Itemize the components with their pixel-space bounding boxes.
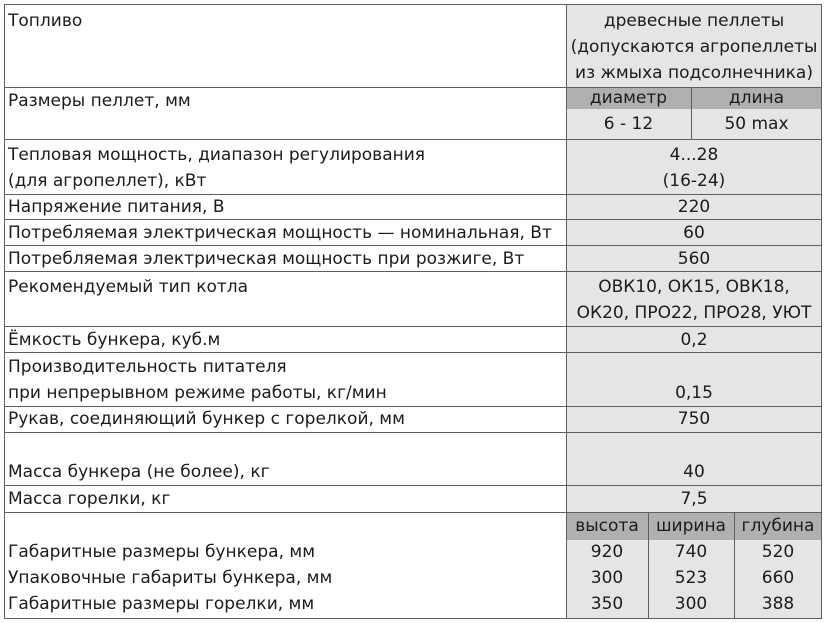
dimensions-cell: 388 — [761, 594, 795, 614]
row-value-burner-mass: 7,5 — [680, 489, 708, 509]
row-label-feeder-performance: Производительность питателя — [8, 357, 287, 377]
dimensions-cell: 350 — [590, 594, 624, 614]
row-label-burner-mass: Масса горелки, кг — [8, 489, 171, 509]
row-value-power-ignition: 560 — [677, 249, 711, 269]
dimensions-header-depth: глубина — [741, 516, 815, 536]
row-value-hose: 750 — [677, 409, 711, 429]
row-label-hopper-mass: Масса бункера (не более), кг — [8, 462, 270, 482]
table-border — [4, 4, 822, 5]
dimensions-row-label: Габаритные размеры горелки, мм — [8, 594, 315, 614]
row-value-hopper-capacity: 0,2 — [680, 330, 708, 350]
row-label-power-nominal: Потребляемая электрическая мощность — номинальная, Вт — [8, 223, 552, 243]
row-divider — [4, 432, 822, 433]
pellet-size-header: длина — [728, 88, 785, 108]
row-value-fuel: древесные пеллеты — [603, 11, 785, 31]
row-label-power-ignition: Потребляемая электрическая мощность при розжиге, Вт — [8, 249, 525, 269]
dimensions-cell: 740 — [674, 542, 708, 562]
dimensions-cell: 520 — [761, 542, 795, 562]
row-divider — [4, 139, 822, 140]
row-label-thermal-power: Тепловая мощность, диапазон регулирования — [8, 145, 426, 165]
row-value-feeder-performance: 0,15 — [675, 383, 713, 403]
dimensions-row-label: Габаритные размеры бункера, мм — [8, 542, 316, 562]
dimensions-header-height: высота — [575, 516, 639, 536]
row-label-hopper-capacity: Ёмкость бункера, куб.м — [8, 330, 221, 350]
dimensions-cell: 523 — [674, 568, 708, 588]
row-value-hopper-mass: 40 — [683, 462, 705, 482]
table-border — [4, 4, 5, 619]
row-label-feeder-performance: при непрерывном режиме работы, кг/мин — [8, 383, 387, 403]
dimensions-header-width: ширина — [656, 516, 726, 536]
dimensions-cell: 300 — [674, 594, 708, 614]
dimensions-cell: 660 — [761, 568, 795, 588]
row-value-power-nominal: 60 — [683, 223, 705, 243]
row-value-boiler-type: ОК20, ПРО22, ПРО28, УЮТ — [576, 303, 812, 323]
row-label-pellet-size: Размеры пеллет, мм — [8, 91, 191, 111]
row-value-thermal-power: (16-24) — [662, 171, 726, 191]
row-value-fuel: (допускаются агропеллеты — [570, 37, 818, 57]
table-border — [4, 618, 822, 619]
dimensions-row-label: Упаковочные габариты бункера, мм — [8, 568, 333, 588]
dimensions-cell: 300 — [590, 568, 624, 588]
dimensions-cell: 920 — [590, 542, 624, 562]
row-value-boiler-type: ОВК10, ОК15, ОВК18, — [598, 277, 790, 297]
row-label-boiler-type: Рекомендуемый тип котла — [8, 277, 249, 297]
pellet-size-value: 6 - 12 — [603, 114, 654, 134]
row-label-voltage: Напряжение питания, В — [8, 197, 225, 217]
pellet-size-header: диаметр — [589, 88, 668, 108]
row-value-fuel: из жмыха подсолнечника) — [575, 63, 813, 83]
row-value-thermal-power: 4...28 — [669, 145, 719, 165]
row-label-fuel: Топливо — [8, 11, 83, 31]
row-label-thermal-power: (для агропеллет), кВт — [8, 171, 207, 191]
row-label-hose: Рукав, соединяющий бункер с горелкой, мм — [8, 409, 405, 429]
pellet-size-value: 50 max — [724, 114, 789, 134]
row-value-voltage: 220 — [677, 197, 711, 217]
